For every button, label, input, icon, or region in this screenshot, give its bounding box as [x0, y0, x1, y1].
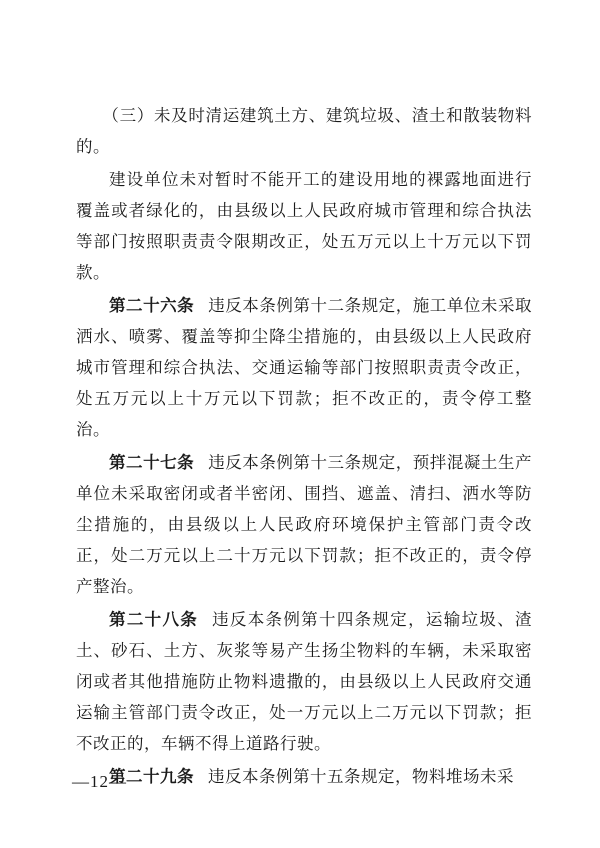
article-title: 第二十九条: [109, 767, 194, 786]
article-text: 违反本条例第十三条规定，预拌混凝土生产单位未采取密闭或者半密闭、围挡、遮盖、清扫、洒水等防尘措施的，由县级以上人民政府环境保护主管部门责令改正，处二万元以上二十万元以下罚款；拒不改正的，责令停产整治。: [76, 453, 533, 596]
article-text: 违反本条例第十五条规定，物料堆场未采: [208, 767, 514, 786]
article-29: [76, 761, 532, 792]
paragraph-construction-unit: [76, 164, 532, 288]
article-27: [76, 447, 532, 602]
paragraph-text: （三）未及时清运建筑土方、建筑垃圾、渣土和散装物料的。: [76, 106, 532, 156]
article-26: [76, 290, 532, 445]
article-28: [76, 604, 532, 759]
article-title: 第二十六条: [109, 296, 195, 315]
page-number: —12—: [72, 772, 127, 791]
article-text: 违反本条例第十四条规定，运输垃圾、渣土、砂石、土方、灰浆等易产生扬尘物料的车辆，未采取密闭或者其他措施防止物料遗撒的，由县级以上人民政府交通运输主管部门责令改正，处一万元以上二万元以下罚款；拒不改正的，车辆不得上道路行驶。: [76, 610, 533, 753]
article-text: 违反本条例第十二条规定，施工单位未采取洒水、喷雾、覆盖等抑尘降尘措施的，由县级以上人民政府城市管理和综合执法、交通运输等部门按照职责责令改正，处五万元以上十万元以下罚款；拒不改正的，责令停工整治。: [76, 296, 533, 439]
document-body: [76, 100, 532, 794]
article-title: 第二十八条: [109, 610, 199, 629]
paragraph-text: 建设单位未对暂时不能开工的建设用地的裸露地面进行覆盖或者绿化的，由县级以上人民政府城市管理和综合执法等部门按照职责责令限期改正，处五万元以上十万元以下罚款。: [76, 170, 532, 282]
paragraph-item-3: [76, 100, 532, 162]
article-title: 第二十七条: [109, 453, 195, 472]
